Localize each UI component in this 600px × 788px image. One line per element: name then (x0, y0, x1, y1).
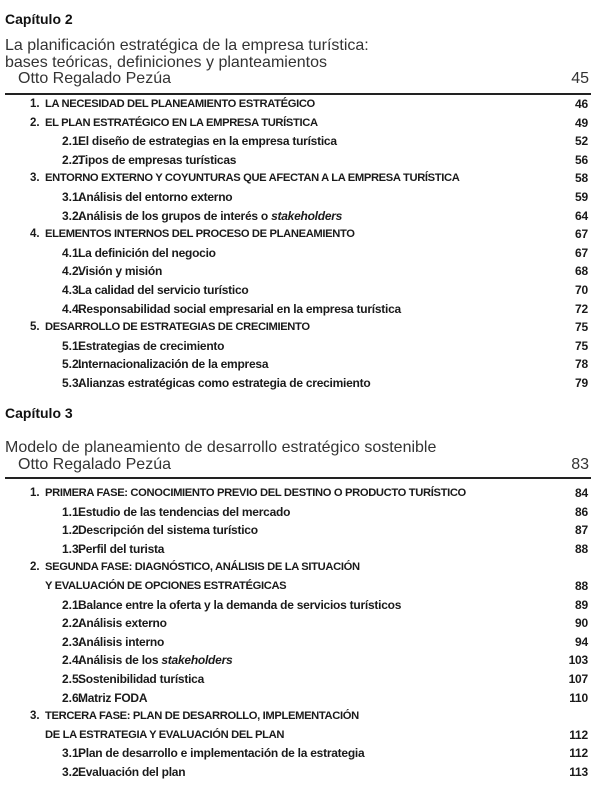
entry-title-text: Estudio de las tendencias del mercado (78, 504, 291, 519)
chapter-title-line: bases teóricas, definiciones y planteamientos (5, 54, 327, 71)
entry-number: 2.2. (62, 616, 83, 631)
entry-number: 3. (30, 172, 40, 185)
entry-page-number: 70 (575, 282, 588, 297)
entry-page-number: 87 (575, 523, 588, 538)
toc-entry[interactable] (0, 503, 600, 522)
entry-page-number: 113 (569, 764, 588, 779)
entry-title-text: Responsabilidad social empresarial en la empresa turística (78, 301, 401, 316)
chapter-title (5, 439, 436, 456)
entry-title (78, 281, 600, 300)
entry-number: 5.1. (62, 338, 83, 353)
entry-page-number: 75 (575, 338, 588, 353)
toc-entry[interactable] (0, 318, 600, 337)
entry-page-number: 75 (575, 320, 588, 335)
entry-title-text: Perfil del turista (78, 541, 165, 556)
entry-title (78, 503, 600, 522)
chapter-page-number: 83 (571, 456, 589, 473)
entry-title (78, 355, 600, 374)
chapter-label: Capítulo 3 (5, 405, 73, 421)
toc-entry[interactable] (0, 558, 600, 595)
toc-entry[interactable] (0, 132, 600, 151)
entry-page-number: 56 (575, 152, 588, 167)
entry-title-text: Matriz FODA (78, 690, 148, 705)
entry-title (45, 577, 600, 596)
toc-entry[interactable] (0, 614, 600, 633)
entry-title (45, 114, 600, 133)
toc-entry[interactable] (0, 225, 600, 244)
entry-title-text: Descripción del sistema turístico (78, 523, 258, 538)
entry-number: 1.2. (62, 523, 83, 538)
entry-title (78, 188, 600, 207)
entry-number: 4.4. (62, 301, 83, 316)
entry-title (78, 337, 600, 356)
toc-entry[interactable] (0, 355, 600, 374)
entry-title-text: Visión y misión (78, 264, 163, 279)
entry-number: 2. (30, 116, 40, 129)
entry-title (78, 132, 600, 151)
divider-rule (5, 477, 591, 479)
entry-title-text: Tipos de empresas turísticas (78, 152, 237, 167)
entry-number: 2.6. (62, 690, 83, 705)
entry-page-number: 64 (575, 208, 588, 223)
toc-entry[interactable] (0, 151, 600, 170)
entry-title-text: DE LA ESTRATEGIA Y EVALUACIÓN DEL PLAN (45, 728, 285, 741)
chapter-page-number: 45 (571, 70, 589, 87)
entry-title (78, 744, 600, 763)
toc-entry[interactable] (0, 540, 600, 559)
entry-title (78, 262, 600, 281)
toc-entry[interactable] (0, 95, 600, 114)
entry-title-text: Sostenibilidad turística (78, 671, 205, 686)
entry-page-number: 68 (575, 264, 588, 279)
entry-title-text: Análisis de los grupos de interés o (78, 208, 272, 223)
entry-title (45, 484, 600, 503)
entry-page-number: 59 (575, 189, 588, 204)
entry-page-number: 84 (575, 486, 588, 500)
entry-number: 3.1. (62, 189, 83, 204)
entry-title (78, 670, 600, 689)
entry-title-text: Análisis de los (78, 653, 162, 668)
toc-entry[interactable] (0, 244, 600, 263)
entry-title (45, 318, 600, 337)
toc-entry[interactable] (0, 633, 600, 652)
entry-page-number: 49 (575, 115, 588, 130)
entry-title-text: Análisis interno (78, 634, 165, 649)
chapter-author: Otto Regalado Pezúa (18, 456, 171, 473)
chapter-title-line: Modelo de planeamiento de desarrollo estratégico sostenible (5, 439, 437, 456)
toc-entry[interactable] (0, 484, 600, 503)
entry-title-text: Estrategias de crecimiento (78, 338, 225, 353)
toc-entry[interactable] (0, 300, 600, 319)
entry-title (78, 521, 600, 540)
entry-number: 3. (30, 710, 40, 723)
entry-page-number: 90 (575, 616, 588, 631)
entry-page-number: 88 (575, 541, 588, 556)
toc-entry[interactable] (0, 114, 600, 133)
entry-number: 1. (30, 487, 40, 499)
entry-title-text: Plan de desarrollo e implementación de la estrategia (78, 746, 365, 761)
toc-entry[interactable] (0, 689, 600, 708)
entry-title (45, 558, 600, 577)
entry-page-number: 58 (575, 171, 588, 186)
toc-entry[interactable] (0, 744, 600, 763)
entry-page-number: 107 (568, 671, 588, 686)
entry-title (78, 614, 600, 633)
entry-title (78, 689, 600, 708)
entry-title (78, 633, 600, 652)
entry-number: 2.2. (62, 152, 83, 167)
toc-entry[interactable] (0, 521, 600, 540)
entry-title (78, 244, 600, 263)
entry-title (78, 151, 600, 170)
entry-number: 2.3. (62, 634, 83, 649)
chapter-title-line: La planificación estratégica de la empresa turística: (5, 37, 369, 54)
entry-page-number: 52 (575, 134, 588, 149)
entry-title-text: Análisis del entorno externo (78, 189, 233, 204)
toc-entry[interactable] (0, 651, 600, 670)
entry-number: 4.1. (62, 245, 83, 260)
entry-page-number: 89 (575, 597, 588, 612)
entry-page-number: 46 (575, 97, 588, 111)
entry-page-number: 72 (575, 301, 588, 316)
toc-entry[interactable] (0, 707, 600, 744)
entry-title (45, 95, 600, 114)
toc-entries (0, 95, 600, 393)
entry-title-text: Evaluación del plan (78, 764, 186, 779)
entry-title-text: PRIMERA FASE: CONOCIMIENTO PREVIO DEL DESTINO O PRODUCTO TURÍSTICO (45, 487, 466, 499)
entry-page-number: 94 (575, 634, 588, 649)
entry-number: 2.4. (62, 653, 83, 668)
entry-title-text: La calidad del servicio turístico (78, 282, 249, 297)
entry-title (45, 726, 600, 745)
entry-number: 2.1. (62, 597, 83, 612)
entry-page-number: 110 (569, 690, 588, 705)
toc-entry[interactable] (0, 281, 600, 300)
entry-title-italic: stakeholders (271, 208, 343, 223)
toc-entry[interactable] (0, 207, 600, 226)
entry-page-number: 79 (575, 375, 588, 390)
entry-title-text: TERCERA FASE: PLAN DE DESARROLLO, IMPLEMENTACIÓN (45, 710, 359, 723)
entry-number: 4.2. (62, 264, 83, 279)
entry-title (78, 374, 600, 393)
entry-page-number: 103 (568, 653, 588, 668)
entry-page-number: 67 (575, 227, 588, 242)
entry-number: 3.1. (62, 746, 83, 761)
entry-title-text: Balance entre la oferta y la demanda de servicios turísticos (78, 597, 402, 612)
entry-title (45, 225, 600, 244)
entry-title-text: Alianzas estratégicas como estrategia de crecimiento (78, 375, 371, 390)
entry-title-text: El diseño de estrategias en la empresa turística (78, 134, 337, 149)
entry-number: 1. (30, 98, 40, 110)
entry-page-number: 88 (575, 578, 588, 593)
entry-title-text: Internacionalización de la empresa (78, 357, 269, 372)
entry-title (78, 540, 600, 559)
toc-entry[interactable] (0, 188, 600, 207)
entry-title-text: ELEMENTOS INTERNOS DEL PROCESO DE PLANEAMIENTO (45, 228, 355, 241)
entry-title-text: LA NECESIDAD DEL PLANEAMIENTO ESTRATÉGICO (45, 98, 315, 110)
toc-entries (0, 484, 600, 782)
entry-number: 1.3. (62, 541, 83, 556)
entry-title (78, 596, 600, 615)
entry-title-text: EL PLAN ESTRATÉGICO EN LA EMPRESA TURÍSTICA (45, 116, 318, 129)
entry-number: 4.3. (62, 282, 83, 297)
toc-entry[interactable] (0, 596, 600, 615)
entry-title-text: ENTORNO EXTERNO Y COYUNTURAS QUE AFECTAN A LA EMPRESA TURÍSTICA (45, 172, 460, 185)
entry-title-text: Y EVALUACIÓN DE OPCIONES ESTRATÉGICAS (45, 579, 287, 592)
chapter-title (5, 37, 369, 71)
entry-number: 2.5. (62, 671, 83, 686)
entry-number: 3.2. (62, 208, 83, 223)
entry-title (78, 207, 600, 226)
entry-title-italic: stakeholders (161, 653, 233, 668)
entry-page-number: 112 (569, 727, 588, 742)
chapter-author: Otto Regalado Pezúa (18, 70, 171, 87)
chapter-label: Capítulo 2 (5, 11, 73, 27)
toc-entry[interactable] (0, 262, 600, 281)
entry-title-text: La definición del negocio (78, 245, 216, 260)
entry-title (78, 651, 600, 670)
entry-number: 5. (30, 321, 40, 334)
entry-title (45, 707, 600, 726)
entry-number: 1.1. (62, 504, 83, 519)
entry-number: 2. (30, 561, 40, 574)
toc-entry[interactable] (0, 670, 600, 689)
entry-page-number: 67 (575, 245, 588, 260)
entry-title (78, 300, 600, 319)
entry-page-number: 112 (569, 746, 588, 761)
entry-page-number: 78 (575, 357, 588, 372)
entry-number: 4. (30, 228, 40, 241)
entry-title-text: SEGUNDA FASE: DIAGNÓSTICO, ANÁLISIS DE LA SITUACIÓN (45, 561, 360, 574)
entry-title-text: DESARROLLO DE ESTRATEGIAS DE CRECIMIENTO (45, 321, 310, 334)
toc-entry[interactable] (0, 763, 600, 782)
entry-title-text: Análisis externo (78, 616, 167, 631)
entry-title (45, 169, 600, 188)
entry-number: 5.3. (62, 375, 83, 390)
toc-entry[interactable] (0, 169, 600, 188)
toc-entry[interactable] (0, 337, 600, 356)
entry-title (78, 763, 600, 782)
entry-number: 3.2. (62, 764, 83, 779)
entry-page-number: 86 (575, 504, 588, 519)
toc-entry[interactable] (0, 374, 600, 393)
entry-number: 5.2. (62, 357, 83, 372)
entry-number: 2.1. (62, 134, 83, 149)
